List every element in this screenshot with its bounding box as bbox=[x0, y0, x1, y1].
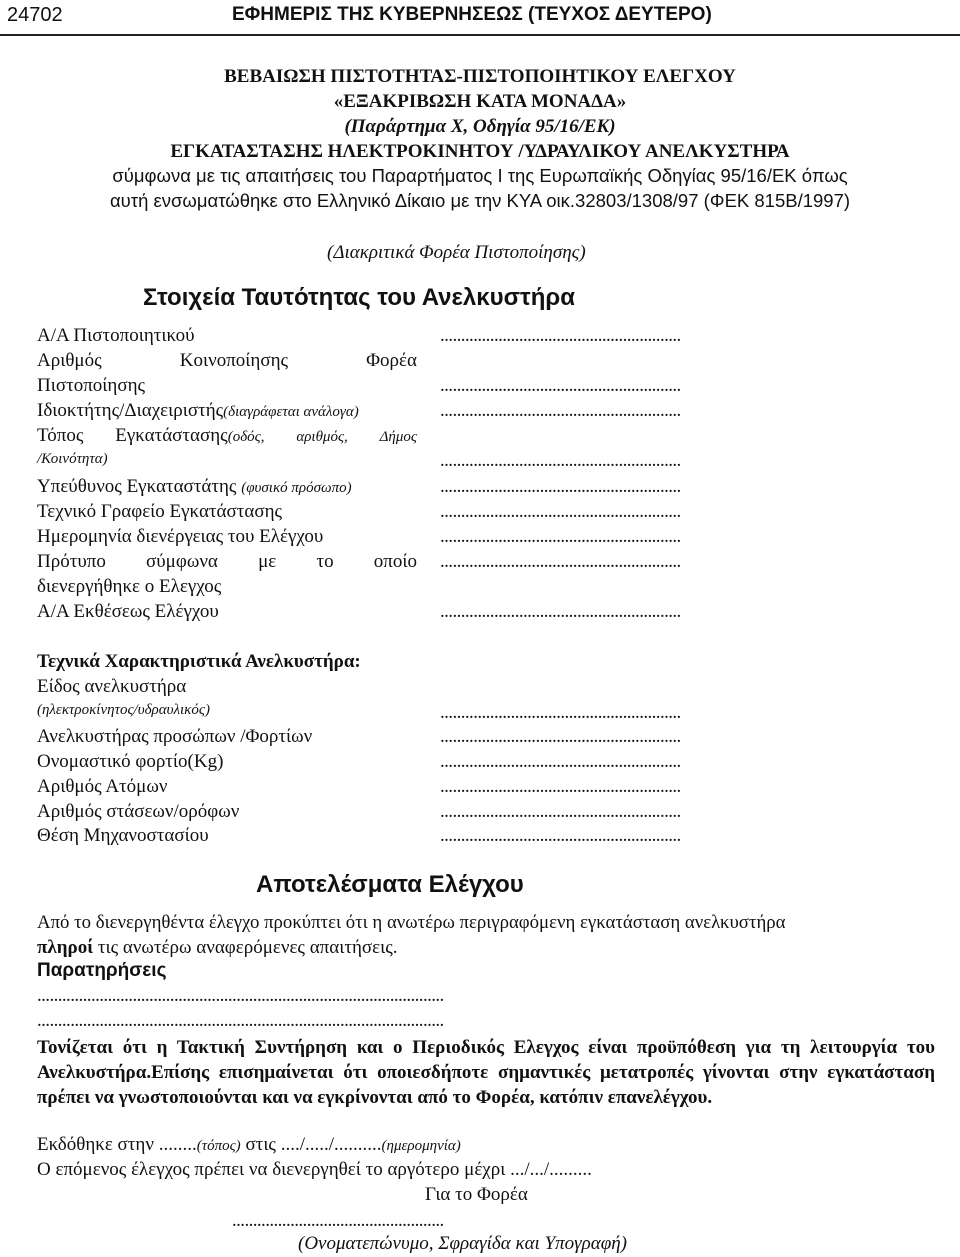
label-location-note-a: (οδός, bbox=[227, 429, 265, 445]
page-number: 24702 bbox=[7, 4, 63, 26]
dots-stops: .......................................................... bbox=[440, 801, 681, 822]
doc-title-line1: ΒΕΒΑΙΩΣΗ ΠΙΣΤΟΤΗΤΑΣ-ΠΙΣΤΟΠΟΙΗΤΙΚΟΥ ΕΛΕΓΧΟΥ bbox=[224, 66, 736, 87]
dots-machine-room: .......................................................... bbox=[440, 825, 681, 846]
results-heading: Αποτελέσματα Ελέγχου bbox=[256, 871, 524, 898]
dots-tech-file: .......................................................... bbox=[440, 501, 681, 522]
for-body: Για το Φορέα bbox=[425, 1184, 528, 1205]
label-notified-body bbox=[37, 350, 417, 372]
label-tech-file: Τεχνικό Γραφείο Εγκατάστασης bbox=[37, 501, 283, 522]
label-notified-body-b: Κοινοποίησης bbox=[179, 350, 289, 371]
signature-note: (Ονοματεπώνυμο, Σφραγίδα και Υπογραφή) bbox=[298, 1233, 628, 1254]
label-location bbox=[37, 425, 417, 447]
label-owner bbox=[37, 400, 359, 422]
label-cert-no: Α/Α Πιστοποιητικού bbox=[37, 325, 195, 346]
label-type: Είδος ανελκυστήρα bbox=[37, 676, 187, 697]
label-notified-body-c: Φορέα bbox=[366, 350, 417, 371]
issued-a: Εκδόθηκε στην ........ bbox=[37, 1134, 197, 1155]
dots-location: .......................................................... bbox=[440, 450, 681, 471]
label-location-note-c: Δήμος bbox=[379, 429, 417, 445]
next-inspection: Ο επόμενος έλεγχος πρέπει να διενεργηθεί το αργότερο μέχρι .../.../......... bbox=[37, 1159, 592, 1180]
gazette-title: ΕΦΗΜΕΡΙΣ ΤΗΣ ΚΥΒΕΡΝΗΣΕΩΣ (ΤΕΥΧΟΣ ΔΕΥΤΕΡΟ) bbox=[232, 4, 712, 25]
label-standard-a: Πρότυπο bbox=[37, 551, 106, 572]
label-standard-2: διενεργήθηκε ο Ελεγχος bbox=[37, 576, 222, 597]
label-stops: Αριθμός στάσεων/ορόφων bbox=[37, 801, 240, 822]
dots-installer: .......................................................... bbox=[440, 476, 681, 497]
results-text-bold: πληροί bbox=[37, 937, 94, 958]
doc-title-line6: αυτή ενσωματώθηκε στο Ελληνικό Δίκαιο με την ΚΥΑ οικ.32803/1308/97 (ΦΕΚ 815Β/1997) bbox=[109, 190, 851, 211]
label-location-note-2: /Κοινότητα) bbox=[37, 451, 108, 467]
notice-paragraph: Τονίζεται ότι η Τακτική Συντήρηση και ο Περιοδικός Ελεγχος είναι προϋπόθεση για τη λειτουργία του Ανελκυστήρα.Επίσης επισημαίνεται ότι οποιεσδήποτε σημαντικές μετατροπές γίνονται στην εγκατάσταση πρέπει να γνωστοποιούνται και να εγκρίνονται από το Φορέα, κατόπιν επανελέγχου. bbox=[37, 1037, 935, 1108]
label-inspection-date: Ημερομηνία διενέργειας του Ελέγχου bbox=[37, 526, 324, 547]
label-machine-room: Θέση Μηχανοστασίου bbox=[37, 825, 209, 846]
label-standard-e: οποίο bbox=[373, 551, 417, 572]
dots-report-no: .......................................................... bbox=[440, 601, 681, 622]
label-usage: Ανελκυστήρας προσώπων /Φορτίων bbox=[37, 726, 313, 747]
label-load: Ονομαστικό φορτίο(Kg) bbox=[37, 751, 224, 772]
label-location-b-wrap bbox=[115, 425, 264, 447]
label-standard-d: το bbox=[316, 551, 334, 572]
doc-title-line2: «ΕΞΑΚΡΙΒΩΣΗ ΚΑΤΑ ΜΟΝΑΔΑ» bbox=[333, 91, 627, 112]
doc-title-line3: (Παράρτημα Χ, Οδηγία 95/16/ΕΚ) bbox=[344, 116, 616, 137]
label-standard bbox=[37, 551, 417, 573]
doc-title-line5: σύμφωνα με τις απαιτήσεις του Παραρτήματος Ι της Ευρωπαϊκής Οδηγίας 95/16/ΕΚ όπως bbox=[112, 165, 848, 186]
dots-usage: .......................................................... bbox=[440, 726, 681, 747]
label-standard-b: σύμφωνα bbox=[146, 551, 218, 572]
dots-persons: .......................................................... bbox=[440, 776, 681, 797]
dots-load: .......................................................... bbox=[440, 751, 681, 772]
issued-b: στις ..../...../.......... bbox=[240, 1134, 382, 1155]
label-installer-note: (φυσικό πρόσωπο) bbox=[241, 480, 352, 496]
dots-owner: .......................................................... bbox=[440, 400, 681, 421]
remarks-heading: Παρατηρήσεις bbox=[37, 960, 167, 981]
dots-standard: .......................................................... bbox=[440, 551, 681, 572]
label-owner-note: (διαγράφεται ανάλογα) bbox=[223, 404, 359, 420]
issued-line bbox=[37, 1134, 461, 1156]
label-persons: Αριθμός Ατόμων bbox=[37, 776, 168, 797]
label-location-note-b: αριθμός, bbox=[296, 429, 348, 445]
dots-type: .......................................................... bbox=[440, 702, 681, 723]
body-distinctive: (Διακριτικά Φορέα Πιστοποίησης) bbox=[327, 242, 586, 263]
issued-date-note: (ημερομηνία) bbox=[381, 1138, 461, 1154]
dots-cert-no: .......................................................... bbox=[440, 325, 681, 346]
signature-dots: ................................................... bbox=[232, 1210, 444, 1231]
label-installer bbox=[37, 476, 352, 498]
label-location-a: Τόπος bbox=[37, 425, 84, 446]
remarks-line2: .................................................................................................. bbox=[37, 1010, 444, 1031]
issued-place-note: (τόπος) bbox=[196, 1138, 241, 1154]
doc-title-line4: ΕΓΚΑΤΑΣΤΑΣΗΣ ΗΛΕΚΤΡΟΚΙΝΗΤΟΥ /ΥΔΡΑΥΛΙΚΟΥ ΑΝΕΛΚΥΣΤΗΡΑ bbox=[170, 141, 790, 162]
results-text-line2 bbox=[37, 937, 398, 959]
label-type-note: (ηλεκτροκίνητος/υδραυλικός) bbox=[37, 702, 210, 718]
label-notified-body-2: Πιστοποίησης bbox=[37, 375, 146, 396]
results-text-line1: Από το διενεργηθέντα έλεγχο προκύπτει ότι η ανωτέρω περιγραφόμενη εγκατάσταση ανελκυστήρα bbox=[37, 912, 786, 933]
label-report-no: Α/Α Εκθέσεως Ελέγχου bbox=[37, 601, 219, 622]
label-location-b: Εγκατάστασης bbox=[115, 425, 228, 446]
label-notified-body-a: Αριθμός bbox=[37, 350, 102, 371]
dots-inspection-date: .......................................................... bbox=[440, 526, 681, 547]
label-installer-text: Υπεύθυνος Εγκαταστάτης bbox=[37, 476, 237, 497]
dots-notified-body: .......................................................... bbox=[440, 375, 681, 396]
technical-heading: Τεχνικά Χαρακτηριστικά Ανελκυστήρα: bbox=[37, 651, 361, 672]
header-rule bbox=[0, 34, 960, 36]
results-text-rest: τις ανωτέρω αναφερόμενες απαιτήσεις. bbox=[93, 937, 398, 958]
label-standard-c: με bbox=[258, 551, 277, 572]
remarks-line1: .................................................................................................. bbox=[37, 985, 444, 1006]
label-owner-text: Ιδιοκτήτης/Διαχειριστής bbox=[37, 400, 224, 421]
identity-heading: Στοιχεία Ταυτότητας του Ανελκυστήρα bbox=[143, 284, 575, 311]
